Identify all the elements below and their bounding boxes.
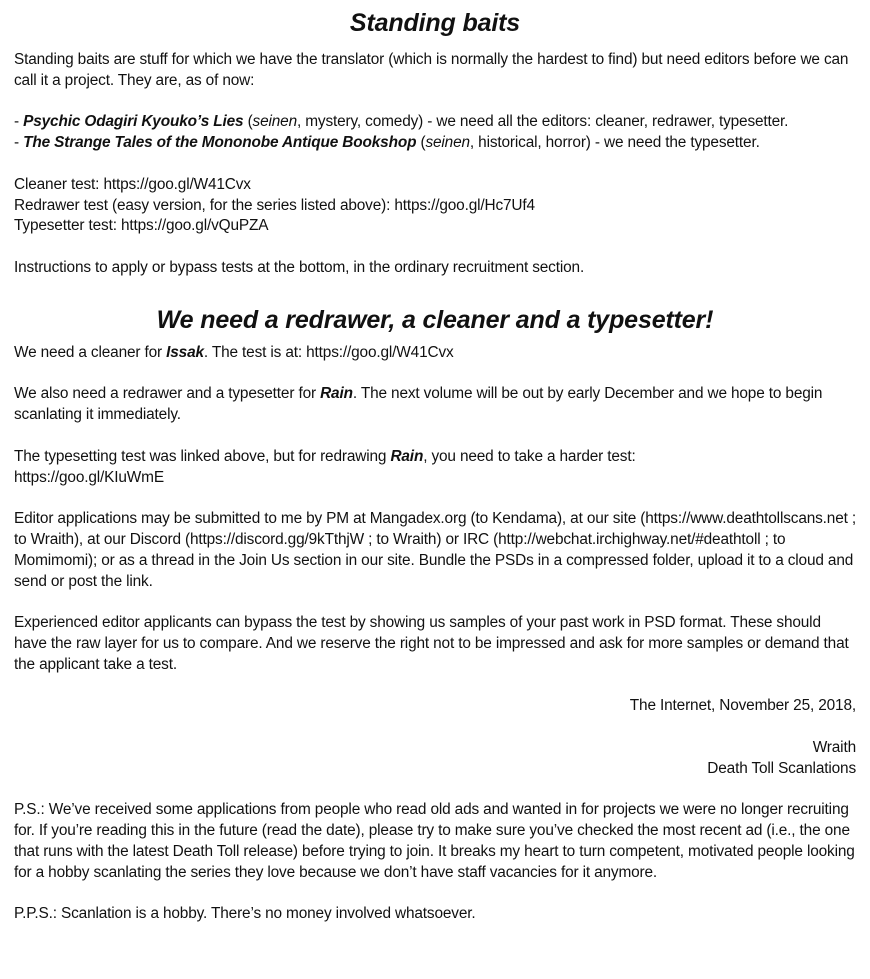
signature-name: Wraith: [812, 738, 856, 756]
post-postscript: P.P.S.: Scanlation is a hobby. There’s no money involved whatsoever.: [14, 905, 476, 923]
staff-need: - we need all the editors: cleaner, redrawer, typesetter.: [423, 113, 789, 131]
cleaner-test-link[interactable]: https://goo.gl/W41Cvx: [306, 343, 454, 361]
redrawer-test-line: Redrawer test (easy version, for the series listed above): https://goo.gl/Hc7Uf4: [14, 196, 535, 214]
series-title: The Strange Tales of the Mononobe Antique Bookshop: [23, 134, 417, 152]
discord-link[interactable]: https://discord.gg/9kTthjW: [189, 530, 365, 548]
typesetter-test-line: Typesetter test: https://goo.gl/vQuPZA: [14, 217, 269, 235]
series-title: Psychic Odagiri Kyouko’s Lies: [23, 113, 244, 131]
cleaner-need: We need a cleaner for Issak. The test is at: https://goo.gl/W41Cvx: [14, 343, 454, 361]
bait-item: - The Strange Tales of the Mononobe Antique Bookshop (seinen, historical, horror) - we need the typesetter.: [14, 134, 760, 152]
demographic: seinen: [425, 134, 470, 152]
signature-group: Death Toll Scanlations: [707, 759, 856, 777]
standing-baits-heading: Standing baits: [349, 9, 521, 37]
series-title: Rain: [390, 447, 424, 465]
site-link[interactable]: https://www.deathtollscans.net: [645, 510, 848, 528]
recruitment-heading: We need a redrawer, a cleaner and a typesetter!: [156, 305, 714, 334]
demographic: seinen: [252, 113, 297, 131]
instructions-note: Instructions to apply or bypass tests at the bottom, in the ordinary recruitment section.: [14, 258, 585, 276]
irc-link[interactable]: http://webchat.irchighway.net/#deathtoll: [498, 530, 761, 548]
redrawer-test-link[interactable]: https://goo.gl/Hc7Uf4: [394, 196, 535, 214]
standing-baits-intro: Standing baits are stuff for which we have the translator (which is normally the hardest to find) but need editors before we can call it a project. They are, as of now:: [14, 51, 849, 89]
cleaner-test-link[interactable]: https://goo.gl/W41Cvx: [103, 175, 251, 193]
rain-need: We also need a redrawer and a typesetter for Rain. The next volume will be out by early December and we hope to begin scanlating it immediately.: [14, 385, 823, 424]
typesetter-test-link[interactable]: https://goo.gl/vQuPZA: [120, 217, 269, 235]
staff-need: - we need the typesetter.: [590, 134, 760, 152]
series-title: Rain: [320, 385, 353, 403]
postscript: P.S.: We’ve received some applications from people who read old ads and wanted in for projects we were no longer recruiting for. If you’re reading this in the future (read the date), please try to make sure you’ve checked the most recent ad (i.e., the one that runs with the latest Death Toll release) before trying to join. It breaks my heart to turn competent, motivated people looking for a hobby scanlating the series they love because we don’t have staff vacancies for it anymore.: [14, 801, 855, 881]
bypass-test-note: Experienced editor applicants can bypass the test by showing us samples of your past work in PSD format. These should have the raw layer for us to compare. And we reserve the right not to be impressed and ask for more samples or demand that the applicant take a test.: [14, 614, 849, 673]
bait-item: - Psychic Odagiri Kyouko’s Lies (seinen, mystery, comedy) - we need all the editors: cleaner, redrawer, typesetter.: [14, 113, 789, 131]
place-date: The Internet, November 25, 2018,: [629, 697, 856, 715]
series-title: Issak: [166, 343, 204, 361]
rain-redraw-test: The typesetting test was linked above, but for redrawing Rain, you need to take a harder test: https://goo.gl/KIuWmE: [14, 447, 636, 486]
cleaner-test-line: Cleaner test: https://goo.gl/W41Cvx: [14, 175, 251, 193]
application-instructions: Editor applications may be submitted to me by PM at Mangadex.org (to Kendama), at our site (https://www.deathtollscans.net ; to Wraith), at our Discord (https://discord.gg/9kTthjW ; to Wraith) or IRC (http://webchat.irchighway.net/#deathtoll ; to Momimomi); or as a thread in the Join Us section in our site. Bundle the PSDs in a compressed folder, upload it to a cloud and send or post the link.: [14, 510, 857, 590]
hard-redraw-test-link[interactable]: https://goo.gl/KIuWmE: [14, 468, 164, 486]
